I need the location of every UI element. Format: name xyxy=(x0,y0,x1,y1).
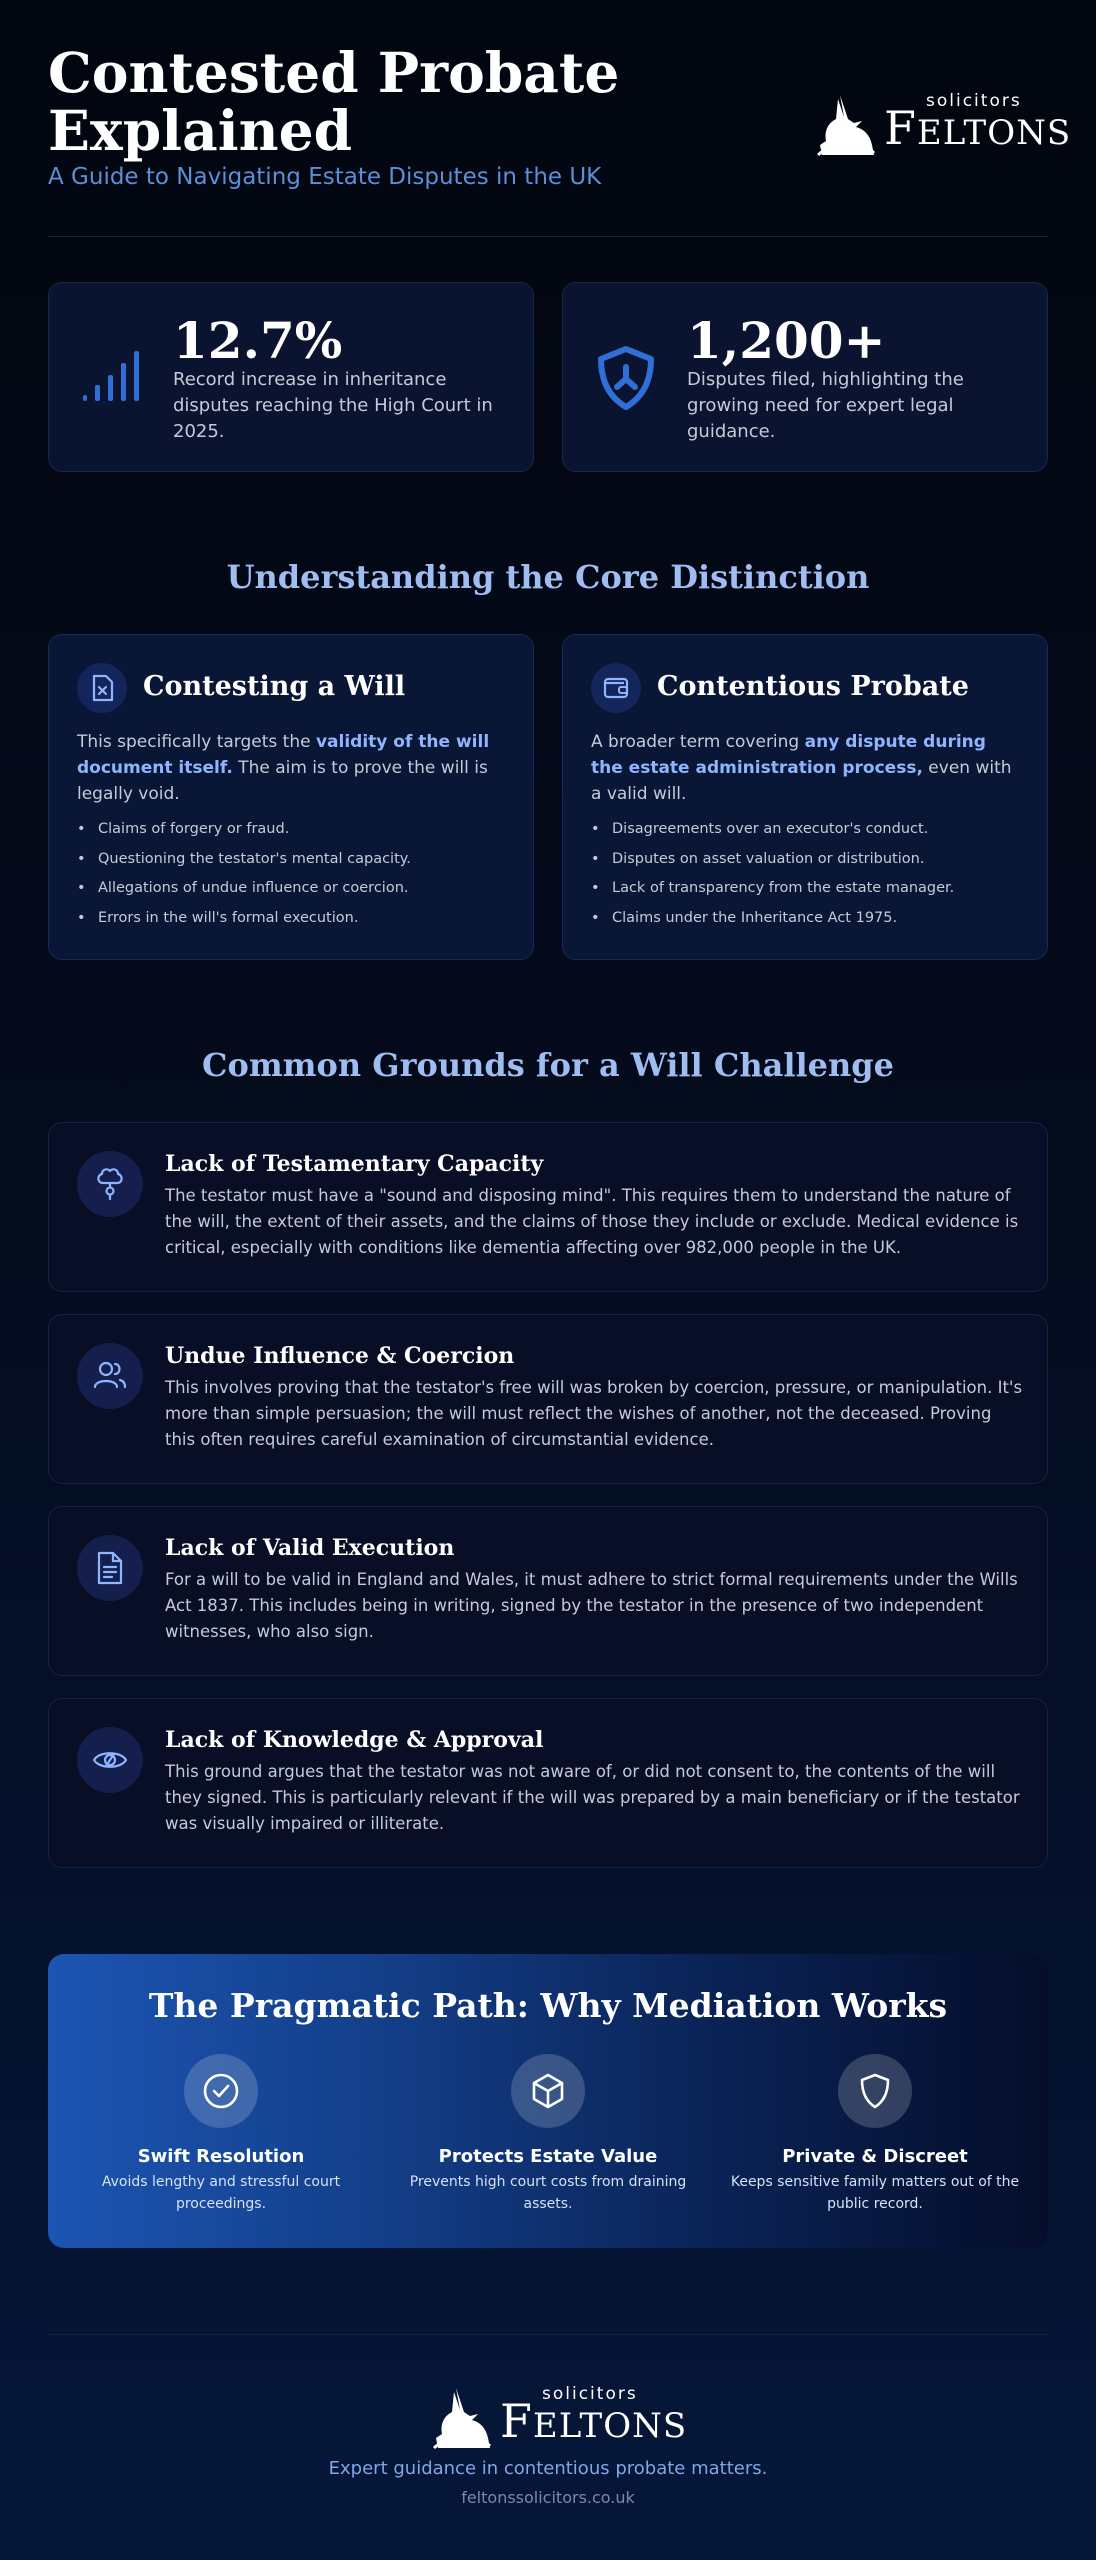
mediation-title: The Pragmatic Path: Why Mediation Works xyxy=(148,1986,948,2025)
brand-logo xyxy=(816,89,1072,159)
hare-logo-icon xyxy=(432,2384,494,2450)
ground-title: Lack of Valid Execution xyxy=(165,1535,455,1561)
section-title-core: Understanding the Core Distinction xyxy=(226,558,870,596)
ground-description: This involves proving that the testator's free will was broken by coercion, pressure, or manipulation. It's more than simple persuasion; the will must reflect the wishes of another, not the deceased. Proving this often requires careful examination of circumstantial evidence. xyxy=(165,1378,1023,1449)
mediation-item-value xyxy=(393,2054,703,2215)
logo-rest: ELTONS xyxy=(916,113,1072,153)
wallet-icon xyxy=(591,663,641,713)
mediation-item-private xyxy=(720,2054,1030,2215)
mediation-description: Avoids lengthy and stressful court proceedings. xyxy=(101,2174,341,2212)
stat-card-disputes xyxy=(562,282,1048,472)
list-item: • Claims of forgery or fraud. xyxy=(77,819,517,849)
ground-card-execution xyxy=(48,1506,1048,1676)
intro-text: This specifically targets the xyxy=(77,732,316,752)
card-heading: Contesting a Will xyxy=(143,671,406,702)
shield-icon xyxy=(593,345,659,411)
ground-title: Lack of Testamentary Capacity xyxy=(165,1151,544,1177)
page-title: Contested Probate Explained xyxy=(48,40,620,163)
ground-description: The testator must have a "sound and disposing mind". This requires them to understand the nature of the will, the extent of their assets, and the claims of those they include or exclude. Medical evidence is critical, especially with conditions like dementia affecting over 982,000 people in the UK. xyxy=(165,1186,1019,1257)
card-contentious-probate xyxy=(562,634,1048,960)
section-title-grounds: Common Grounds for a Will Challenge xyxy=(202,1046,894,1084)
ground-card-capacity xyxy=(48,1122,1048,1292)
footer-url-link[interactable]: feltonssolicitors.co.uk xyxy=(461,2488,635,2507)
logo-initial: F xyxy=(884,101,917,155)
stat-description: Record increase in inheritance disputes reaching the High Court in 2025. xyxy=(173,369,493,442)
card-list xyxy=(77,819,517,937)
mediation-item-swift xyxy=(66,2054,376,2215)
stat-value: 1,200+ xyxy=(687,311,886,370)
check-circle-icon xyxy=(201,2071,241,2111)
logo-wordmark xyxy=(884,101,1071,155)
file-x-icon xyxy=(77,663,127,713)
page-subtitle: A Guide to Navigating Estate Disputes in the UK xyxy=(48,164,602,190)
footer-tagline: Expert guidance in contentious probate matters. xyxy=(328,2458,768,2479)
card-contesting-will xyxy=(48,634,534,960)
mediation-label: Private & Discreet xyxy=(782,2146,968,2167)
stat-card-increase xyxy=(48,282,534,472)
icon-badge xyxy=(591,663,641,713)
ground-title: Lack of Knowledge & Approval xyxy=(165,1727,544,1753)
list-item: • Allegations of undue influence or coercion. xyxy=(77,878,517,908)
icon-badge xyxy=(77,1151,143,1217)
brain-icon xyxy=(77,1151,143,1217)
intro-text: The aim is to prove the will is legally void. xyxy=(77,758,488,804)
users-icon xyxy=(77,1343,143,1409)
card-intro xyxy=(77,729,507,807)
mediation-label: Swift Resolution xyxy=(137,2146,305,2167)
logo-rest: ELTONS xyxy=(532,2406,688,2446)
stat-value: 12.7% xyxy=(173,311,343,370)
header-divider xyxy=(48,236,1048,237)
intro-text: even with a valid will. xyxy=(591,758,1012,804)
icon-badge xyxy=(184,2054,258,2128)
footer-divider xyxy=(48,2334,1048,2335)
document-icon xyxy=(77,1535,143,1601)
mediation-description: Keeps sensitive family matters out of the public record. xyxy=(730,2174,1020,2212)
ground-description: For a will to be valid in England and Wales, it must adhere to strict formal requirements under the Wills Act 1837. This includes being in writing, signed by the testator in the presence of two independent witnesses, who also sign. xyxy=(165,1570,1018,1641)
intro-highlight: validity of the will document itself. xyxy=(77,732,490,778)
intro-highlight: any dispute during the estate administration process, xyxy=(591,732,986,778)
logo-initial: F xyxy=(500,2394,533,2448)
ground-description: This ground argues that the testator was not aware of, or did not consent to, the contents of the will they signed. This is particularly relevant if the will was prepared by a main beneficiary or if the testator was visually impaired or illiterate. xyxy=(165,1762,1020,1833)
mediation-description: Prevents high court costs from draining assets. xyxy=(409,2174,687,2212)
list-item: • Questioning the testator's mental capacity. xyxy=(77,849,517,879)
list-item: • Claims under the Inheritance Act 1975. xyxy=(591,908,1031,938)
card-list xyxy=(591,819,1031,937)
ground-card-undue-influence xyxy=(48,1314,1048,1484)
list-item: • Disagreements over an executor's conduct. xyxy=(591,819,1031,849)
stat-description: Disputes filed, highlighting the growing need for expert legal guidance. xyxy=(687,369,964,442)
card-heading: Contentious Probate xyxy=(657,671,969,702)
icon-badge xyxy=(838,2054,912,2128)
list-item: • Disputes on asset valuation or distribution. xyxy=(591,849,1031,879)
list-item: • Lack of transparency from the estate manager. xyxy=(591,878,1031,908)
ground-title: Undue Influence & Coercion xyxy=(165,1343,515,1369)
shield-icon xyxy=(855,2071,895,2111)
icon-badge xyxy=(77,1535,143,1601)
icon-badge xyxy=(511,2054,585,2128)
intro-text: A broader term covering xyxy=(591,732,805,752)
mediation-panel xyxy=(48,1954,1048,2248)
header xyxy=(48,40,1072,194)
icon-badge xyxy=(77,663,127,713)
bar-chart-icon xyxy=(79,345,145,411)
logo-small-text: solicitors xyxy=(542,2384,638,2404)
list-item: • Errors in the will's formal execution. xyxy=(77,908,517,938)
eye-off-icon xyxy=(77,1727,143,1793)
icon-badge xyxy=(77,1343,143,1409)
icon-badge xyxy=(77,1727,143,1793)
logo-small-text: solicitors xyxy=(926,91,1022,111)
hare-logo-icon xyxy=(816,91,878,157)
footer-logo xyxy=(432,2382,688,2452)
box-icon xyxy=(528,2071,568,2111)
mediation-label: Protects Estate Value xyxy=(438,2146,658,2167)
logo-wordmark xyxy=(500,2394,687,2448)
ground-card-knowledge xyxy=(48,1698,1048,1868)
card-intro xyxy=(591,729,1021,807)
